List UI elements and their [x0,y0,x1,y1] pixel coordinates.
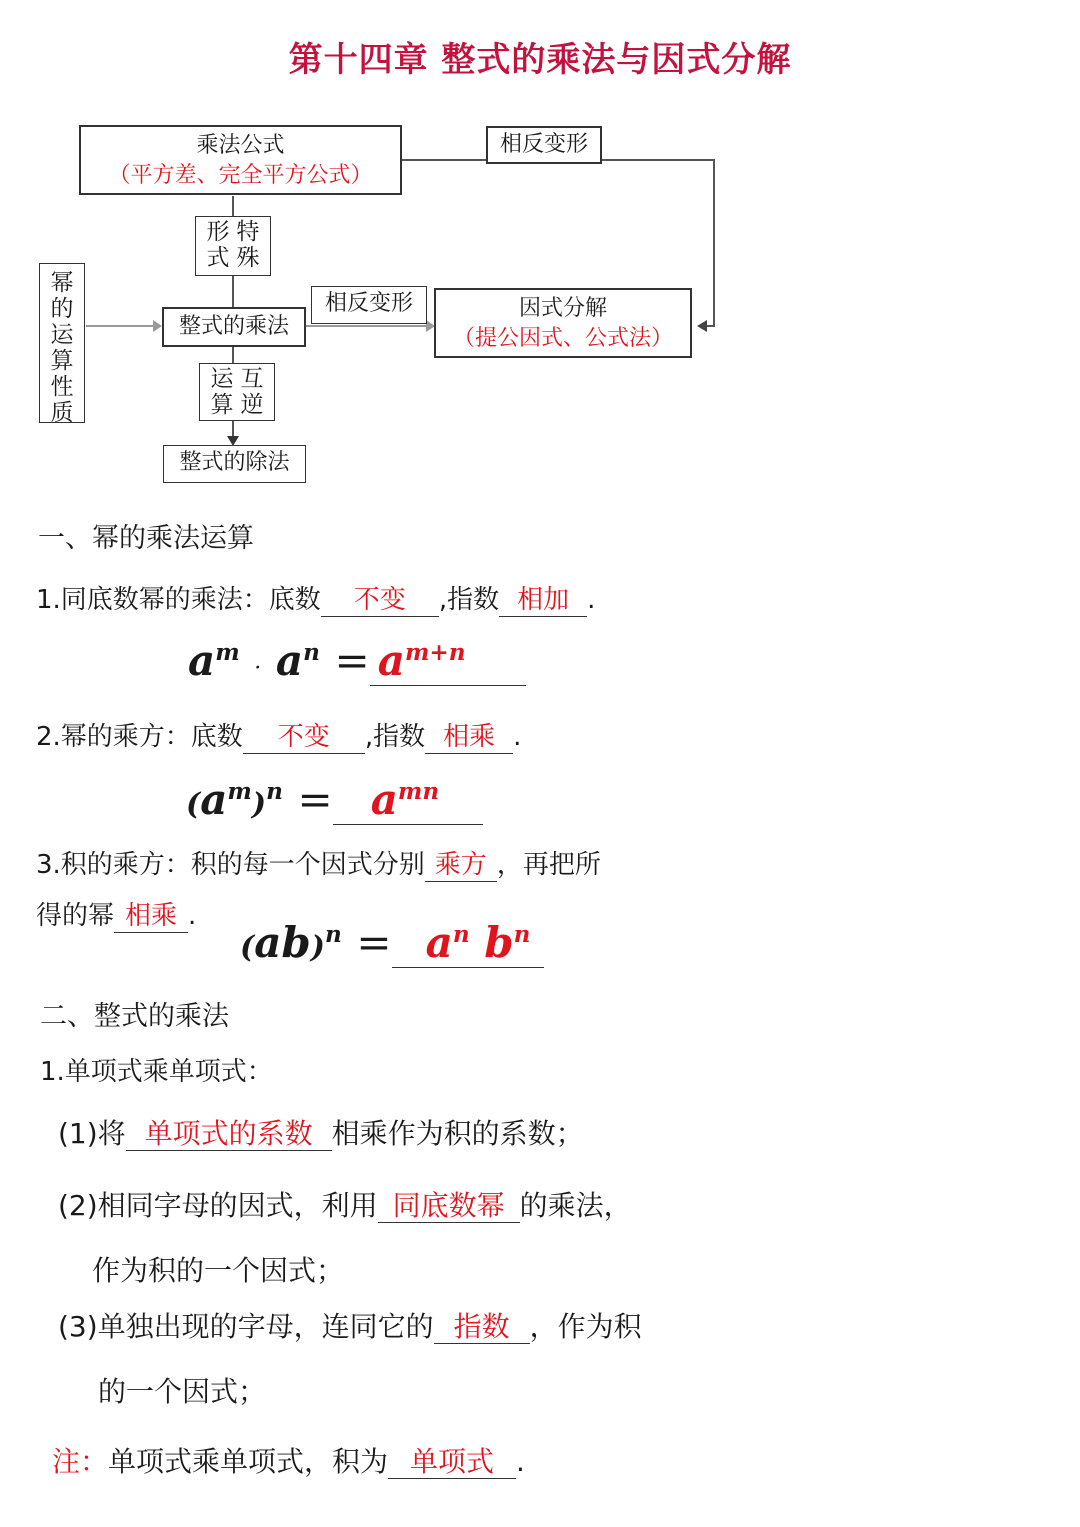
inverse-ops-col1: 运算 [210,366,234,418]
section2-heading: 二、整式的乘法 [40,1001,229,1032]
p2-line1: (2)相同字母的因式，利用 同底数幂 的乘法， [58,1189,632,1222]
note-label: 注： [52,1445,109,1478]
inverse-ops-col2: 互逆 [240,366,264,418]
special-form-box [195,216,271,276]
power-props-box [39,263,85,426]
connector-mid [306,325,428,327]
formula1: $a^m \cdot a^n = a^{m+n}$ [188,636,526,686]
item3-line1: 3.积的乘方：积的每一个因式分别 乘方 ，再把所 [36,850,601,880]
formula2-answer: $a^{mn}$ [333,775,483,825]
factorization-sub: （提公因式、公式法） [452,326,673,351]
p3-line1: (3)单独出现的字母，连同它的 指数 ，作为积 [58,1310,642,1343]
item2-blank2: 相乘 [425,721,513,754]
reverse-top-label: 相反变形 [486,126,602,164]
item3-line2: 得的幂 相乘 . [36,901,197,931]
item3-blank1: 乘方 [425,849,497,882]
mult-formula-box [79,125,402,195]
mult-formula-sub: （平方差、完全平方公式） [108,163,373,188]
reverse-mid-label: 相反变形 [311,286,427,324]
p3-line2: 的一个因式； [98,1375,267,1408]
inverse-ops-box [199,363,275,421]
connector-right-down [713,159,715,327]
p1-blank: 单项式的系数 [126,1118,332,1151]
special-form-col2: 特殊 [236,219,260,271]
item1-line: 1.同底数幂的乘法：底数 不变 ,指数 相加 . [36,585,596,615]
page-title: 第十四章 整式的乘法与因式分解 [288,40,792,80]
p2-blank: 同底数幂 [378,1190,520,1223]
item2-line: 2.幂的乘方：底数 不变 ,指数 相乘 . [36,722,522,752]
formula1-answer: $a^{m+n}$ [370,636,526,686]
power-props-label: 幂的运算性质 [50,270,74,426]
item1-blank1: 不变 [321,584,439,617]
item2-blank1: 不变 [243,721,365,754]
factorization-label: 因式分解 [518,296,607,321]
p2-line2: 作为积的一个因式； [92,1254,345,1287]
arrow-right-icon [153,320,162,332]
formula2: $(a^m)^n = a^{mn}$ [186,775,483,825]
p3-blank: 指数 [434,1311,530,1344]
note-line: 注：单项式乘单项式，积为 单项式 . [52,1445,525,1478]
formula3-answer: $a^n$ $b^n$ [392,918,544,968]
connector-left [86,325,156,327]
section1-heading: 一、幂的乘法运算 [38,523,254,554]
section2-sub1: 1.单项式乘单项式： [40,1057,273,1087]
arrow-left-icon [697,320,707,332]
factorization-box [434,288,692,358]
special-form-col1: 形式 [206,219,230,271]
p1-line: (1)将 单项式的系数 相乘作为积的系数； [58,1117,584,1150]
formula3: $(ab)^n = a^n$ $b^n$ [240,918,544,968]
poly-div-box: 整式的除法 [163,445,306,483]
item3-blank2: 相乘 [114,900,188,933]
note-blank: 单项式 [388,1446,516,1479]
item1-blank2: 相加 [499,584,587,617]
mult-formula-label: 乘法公式 [196,133,285,158]
poly-mult-box: 整式的乘法 [162,307,306,347]
